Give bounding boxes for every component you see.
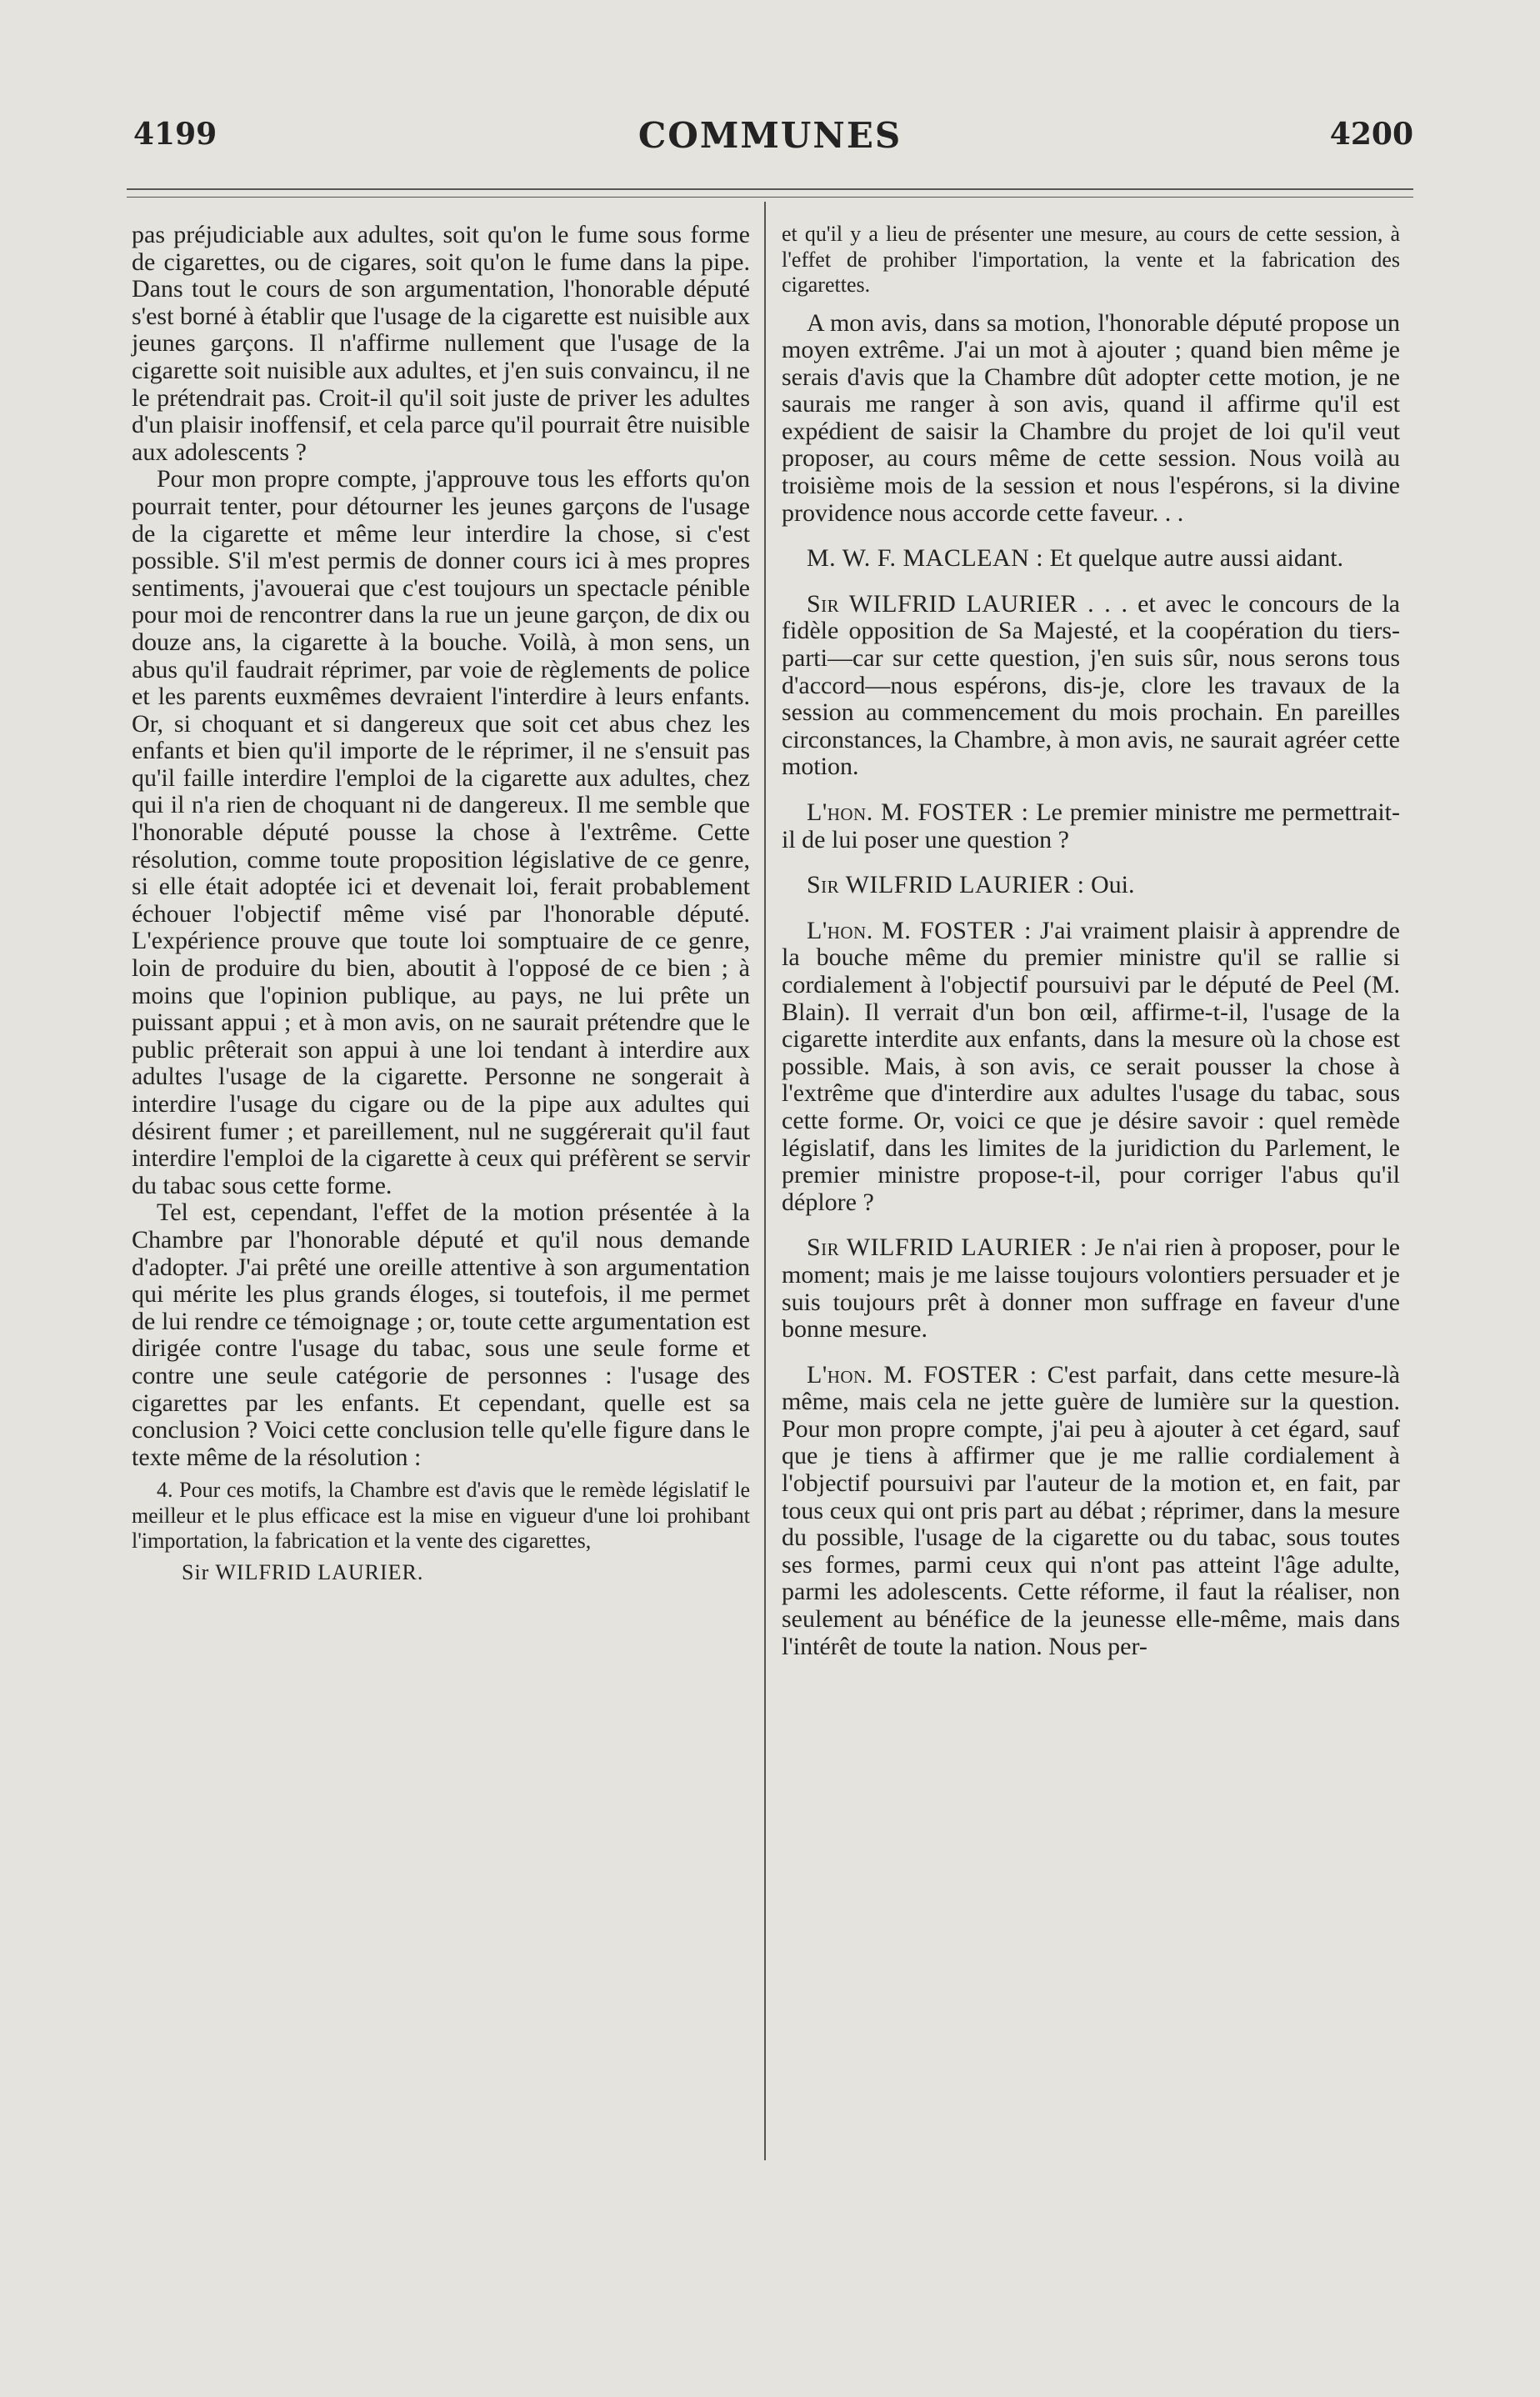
speech [782, 545, 1400, 573]
speech-text: Je n'ai rien à proposer, pour le moment; mais je me laisse toujours volontiers persuader et je suis toujours prêt à donner mon suffrage en faveur d'une bonne mesure. [782, 1234, 1400, 1344]
header-rule-thin [127, 197, 1413, 198]
signature-speaker: Sir WILFRID LAURIER. [182, 1559, 424, 1584]
resolution-quote: 4. Pour ces motifs, la Chambre est d'avis que le remède législatif le meilleur et le plus efficace est la mise en vigueur d'une loi prohibant l'importation, la fabrication et la vente des cigarettes, [132, 1478, 750, 1554]
speech-text: C'est parfait, dans cette mesure-là même, mais cela ne jette guère de lumière sur la question. Pour mon propre compte, j'ai peu à ajouter à cet égard, sauf que je tiens à affirmer que je me rallie cordialement à l'objectif poursuivi par l'auteur de la motion et, en fait, par tous ceux qui ont pris part au débat ; réprimer, dans la mesure du possible, l'usage de la cigarette ou du tabac, sous toutes ses formes, parmi ceux qui n'ont pas atteint l'âge adulte, parmi les adolescents. Cette réforme, il faut la réaliser, non seulement au bénéfice de la jeunesse elle-même, mais dans l'intérêt de toute la nation. Nous per- [782, 1360, 1400, 1660]
speaker-name: M. W. F. MACLEAN : [807, 544, 1044, 573]
speech [782, 1234, 1400, 1343]
paragraph: Tel est, cependant, l'effet de la motion présentée à la Chambre par l'honorable député et qu'il nous demande d'adopter. J'ai prêté une oreille attentive à son argumentation qui mérite les plus grands éloges, si toutefois, il me permet de lui rendre ce témoignage ; or, toute cette argumentation est dirigée contre l'usage du tabac, sous une seule forme et contre une seule catégorie de personnes : l'usage des cigarettes par les enfants. Et cependant, quelle est sa conclusion ? Voici cette conclusion telle qu'elle figure dans le texte même de la résolution : [132, 1198, 750, 1471]
header-rule [127, 188, 1413, 190]
speaker-name: Sir WILFRID LAURIER : [807, 871, 1085, 899]
speech [782, 918, 1400, 1217]
column-divider [764, 202, 766, 2160]
speech-text: J'ai vraiment plaisir à apprendre de la bouche même du premier ministre qu'il se rallie si cordialement à l'objectif poursuivi par le député de Peel (M. Blain). Il verrait d'un bon œil, affirme-t-il, l'usage de la cigarette interdite aux enfants, dans la mesure où la chose est possible. Mais, à son avis, ce serait pousser la chose à l'extrême que d'interdire aux adultes l'usage du tabac, sous cette forme. Or, voici ce que je désire savoir : quel remède législatif, dans les limites de la juridiction du Parlement, le premier ministre propose-t-il, pour corriger l'abus qu'il déplore ? [782, 916, 1400, 1216]
speech [782, 591, 1400, 781]
speaker-name: Sir WILFRID LAURIER : [807, 1234, 1088, 1262]
speech [782, 872, 1400, 899]
paragraph: Pour mon propre compte, j'approuve tous les efforts qu'on pourrait tenter, pour détourner les jeunes garçons de l'usage de la cigarette et même leur interdire la chose, si c'est possible. S'il m'est permis de donner cours ici à mes propres sentiments, j'avouerai que c'est toujours un spectacle pénible pour moi de rencontrer dans la rue un jeune garçon, de dix ou douze ans, la cigarette à la bouche. Voilà, à mon sens, un abus qu'il faudrait réprimer, par voie de règlements de police et les parents euxmêmes devraient l'interdire à leurs enfants. Or, si choquant et si dangereux que soit cet abus chez les enfants et bien qu'il importe de le réprimer, il ne s'ensuit pas qu'il faille interdire l'emploi de la cigarette aux adultes, chez qui il n'a rien de choquant ni de dangereux. Il me semble que l'honorable député pousse la chose à l'extrême. Cette résolution, comme toute proposition législative de ce genre, si elle était adoptée ici et devenait loi, ferait probablement échouer l'objectif même visé par l'honorable député. L'expérience prouve que toute loi somptuaire de ce genre, loin de produire du bien, aboutit à l'opposé de ce bien ; à moins que l'opinion publique, au pays, ne lui prête un puissant appui ; et à mon avis, on ne saurait prétendre que le public prêterait son appui à une loi tendant à interdire aux adultes l'usage de la cigarette. Personne ne songerait à interdire l'usage du cigare ou de la pipe aux adultes qui désirent fumer ; et pareillement, nul ne suggérerait qu'il faut interdire l'emploi de la cigarette à ceux qui préfèrent se servir du tabac sous cette forme. [132, 465, 750, 1199]
left-column [132, 222, 750, 1586]
speech [782, 799, 1400, 853]
page-number-left: 4199 [133, 117, 218, 152]
speech-text: Oui. [1084, 871, 1135, 899]
right-column [782, 222, 1400, 1660]
page-title: COMMUNES [638, 115, 902, 156]
speech-text: Et quelque autre aussi aidant. [1043, 544, 1344, 573]
resolution-quote-continued: et qu'il y a lieu de présenter une mesure, au cours de cette session, à l'effet de prohiber l'importation, la vente et la fabrication des cigarettes. [782, 222, 1400, 297]
speaker-name: L'hon. M. FOSTER : [807, 798, 1029, 826]
page-number-right: 4200 [1329, 117, 1413, 152]
speech-text: et avec le concours de la fidèle opposition de Sa Majesté, et la coopération du tiers-parti—car sur cette question, j'en suis sûr, nous serons tous d'accord—nous espérons, dis-je, clore les travaux de la session au commencement du mois prochain. En pareilles circonstances, la Chambre, à mon avis, ne saurait agréer cette motion. [782, 589, 1400, 781]
speech-text: Le premier ministre me permettrait-il de lui poser une question ? [782, 798, 1401, 853]
speaker-name: L'hon. M. FOSTER : [807, 916, 1032, 944]
paragraph: A mon avis, dans sa motion, l'honorable député propose un moyen extrême. J'ai un mot à ajouter ; quand bien même je serais d'avis que la Chambre dût adopter cette motion, je ne saurais me ranger à son avis, quand il affirme qu'il est expédient de saisir la Chambre du projet de loi qu'il veut proposer, au cours même de cette session. Nous voilà au troisième mois de la session et nous l'espérons, si la divine providence nous accorde cette faveur. . . [782, 308, 1400, 527]
speaker-name: Sir WILFRID LAURIER . . . [807, 589, 1128, 618]
paragraph: pas préjudiciable aux adultes, soit qu'on le fume sous forme de cigarettes, ou de cigares, soit qu'on le fume dans la pipe. Dans tout le cours de son argumentation, l'honorable député s'est borné à établir que l'usage de la cigarette est nuisible aux jeunes garçons. Il n'affirme nullement que l'usage de la cigarette soit nuisible aux adultes, et j'en suis convaincu, il ne le prétendrait pas. Croit-il qu'il soit juste de priver les adultes d'un plaisir inoffensif, et cela parce qu'il pourrait être nuisible aux adolescents ? [132, 221, 750, 466]
speaker-name: L'hon. M. FOSTER : [807, 1360, 1038, 1389]
speech [782, 1362, 1400, 1661]
